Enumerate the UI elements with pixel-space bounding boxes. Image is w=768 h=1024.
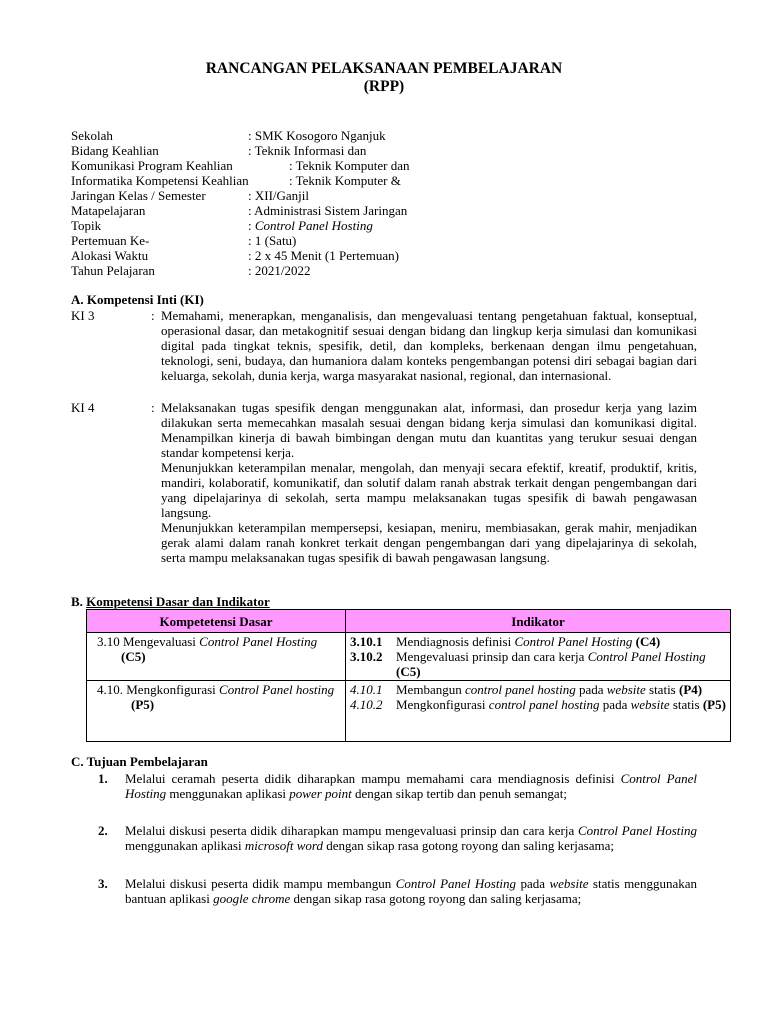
indikator-text-plain: statis bbox=[669, 697, 703, 712]
indikator-text-plain: Membangun bbox=[396, 682, 465, 697]
kd-cell bbox=[87, 681, 346, 742]
indikator-text bbox=[396, 634, 726, 649]
indikator-text-italic: website bbox=[606, 682, 646, 697]
kd-level: (C5) bbox=[121, 649, 146, 664]
indikator-item bbox=[350, 682, 726, 697]
kd-text-plain: Mengevaluasi bbox=[123, 634, 200, 649]
list-item bbox=[125, 876, 697, 906]
list-text-italic: Control Panel Hosting bbox=[125, 771, 698, 802]
identity-value-italic: Control Panel Hosting bbox=[254, 218, 373, 233]
ki4-label: KI 4 bbox=[71, 400, 95, 415]
kd-text bbox=[91, 634, 341, 664]
indikator-item bbox=[350, 649, 726, 679]
col-header-indikator: Indikator bbox=[346, 610, 731, 633]
identity-value: : Teknik Informasi dan bbox=[248, 143, 367, 158]
list-text-italic: power point bbox=[289, 786, 352, 802]
indikator-number: 3.10.1 bbox=[350, 634, 383, 649]
identity-label: Matapelajaran bbox=[71, 203, 146, 218]
identity-label: Topik bbox=[71, 218, 102, 233]
section-b-prefix: B. bbox=[71, 594, 83, 609]
indikator-level: (P4) bbox=[679, 682, 703, 697]
list-text-italic: Control Panel Hosting bbox=[395, 876, 517, 891]
indikator-number: 3.10.2 bbox=[350, 649, 383, 664]
indikator-text bbox=[396, 697, 726, 712]
kd-text-plain: Mengkonfigurasi bbox=[126, 682, 220, 697]
ki3-colon: : bbox=[151, 308, 155, 323]
list-text-italic: microsoft word bbox=[244, 838, 323, 854]
table-header-row bbox=[87, 610, 731, 633]
identity-value: : 1 (Satu) bbox=[248, 233, 297, 248]
ki4-text-3: Menunjukkan keterampilan mempersepsi, kesiapan, meniru, membiasakan, gerak mahir, menjadikan gerak alami dalam ranah konkret terkait dengan pengembangan dari yang dipelajarinya di sekolah, serta mampu melaksanakan tugas spesifik di bawah pengawasan langsung. bbox=[161, 520, 697, 566]
indikator-item bbox=[350, 697, 726, 712]
list-number: 3. bbox=[98, 876, 108, 891]
indikator-text-plain: statis bbox=[645, 682, 679, 697]
identity-label: Pertemuan Ke- bbox=[71, 233, 150, 248]
indikator-text-plain: Mengkonfigurasi bbox=[396, 697, 489, 712]
kd-text-italic: Control Panel Hosting bbox=[199, 634, 318, 649]
indikator-cell bbox=[346, 681, 731, 742]
indikator-level: (P5) bbox=[702, 697, 726, 712]
indikator-text-plain: Mendiagnosis definisi bbox=[396, 634, 515, 649]
identity-label: Jaringan Kelas / Semester bbox=[71, 188, 206, 203]
identity-value: : SMK Kosogoro Nganjuk bbox=[248, 128, 386, 143]
list-text: Melalui ceramah peserta didik diharapkan mampu memahami cara mendiagnosis definisi bbox=[125, 771, 621, 786]
list-text: statis menggunakan bantuan aplikasi bbox=[125, 876, 697, 907]
table-row bbox=[87, 681, 731, 742]
identity-value: : Administrasi Sistem Jaringan bbox=[248, 203, 408, 218]
col-header-kd: Kompetetensi Dasar bbox=[87, 610, 346, 633]
indikator-text-plain: pada bbox=[599, 697, 631, 712]
indikator-cell bbox=[346, 633, 731, 681]
list-number: 2. bbox=[98, 823, 108, 838]
ki3-label: KI 3 bbox=[71, 308, 95, 323]
identity-value: : 2021/2022 bbox=[248, 263, 311, 278]
doc-title-line2: (RPP) bbox=[363, 78, 405, 95]
list-text: Melalui diskusi peserta didik mampu membangun bbox=[125, 876, 396, 891]
table-row bbox=[87, 633, 731, 681]
list-text: menggunakan aplikasi bbox=[125, 838, 245, 854]
identity-label: Sekolah bbox=[71, 128, 113, 143]
indikator-number: 4.10.2 bbox=[350, 697, 383, 712]
section-c-heading: C. Tujuan Pembelajaran bbox=[71, 754, 208, 769]
kd-number: 3.10 bbox=[97, 634, 120, 649]
identity-colon: : bbox=[248, 218, 255, 233]
indikator-text-plain: pada bbox=[575, 682, 607, 697]
kd-text bbox=[91, 682, 341, 712]
indikator-text-italic: Control Panel Hosting bbox=[587, 649, 706, 664]
identity-value: : XII/Ganjil bbox=[248, 188, 310, 203]
list-text-italic: google chrome bbox=[213, 891, 291, 907]
section-b-heading bbox=[71, 594, 270, 610]
list-number: 1. bbox=[98, 771, 108, 786]
ki4-text-2: Menunjukkan keterampilan menalar, mengolah, dan menyaji secara efektif, kreatif, produktif, kritis, mandiri, kolaboratif, komunikatif, dan solutif dalam ranah abstrak terkait dengan pengembangan dari yang dipelajarinya di sekolah, serta mampu melaksanakan tugas spesifik di bawah pengawasan langsung. bbox=[161, 460, 697, 521]
identity-label: Tahun Pelajaran bbox=[71, 263, 155, 278]
list-text-italic: Control Panel Hosting bbox=[578, 823, 698, 838]
indikator-text bbox=[396, 682, 726, 697]
kd-cell bbox=[87, 633, 346, 681]
indikator-number: 4.10.1 bbox=[350, 682, 383, 697]
identity-label: Bidang Keahlian bbox=[71, 143, 159, 158]
identity-value: : Teknik Komputer & bbox=[289, 173, 401, 188]
list-text-italic: website bbox=[549, 876, 589, 891]
kd-text-italic: Control Panel hosting bbox=[219, 682, 335, 697]
list-item bbox=[125, 771, 697, 801]
indikator-item bbox=[350, 634, 726, 649]
identity-label: Informatika Kompetensi Keahlian bbox=[71, 173, 249, 188]
section-a-heading: A. Kompetensi Inti (KI) bbox=[71, 292, 204, 307]
list-text: dengan sikap tertib dan penuh semangat; bbox=[351, 786, 567, 802]
kd-number: 4.10. bbox=[97, 682, 123, 697]
indikator-text-italic: Control Panel Hosting bbox=[514, 634, 633, 649]
list-text: dengan sikap rasa gotong royong dan saling kerjasama; bbox=[323, 838, 614, 854]
doc-title-line1: RANCANGAN PELAKSANAAN PEMBELAJARAN bbox=[205, 60, 563, 77]
kd-level: (P5) bbox=[131, 697, 155, 712]
list-text: Melalui diskusi peserta didik diharapkan mampu mengevaluasi prinsip dan cara kerja bbox=[125, 823, 578, 838]
ki4-text-1: Melaksanakan tugas spesifik dengan menggunakan alat, informasi, dan prosedur kerja yang lazim dilakukan serta memecahkan masalah sesuai dengan bidang kerja simulasi dan komunikasi digital. Menampilkan kinerja di bawah bimbingan dengan mutu dan kuantitas yang terukur sesuai dengan standar kompetensi kerja. bbox=[161, 400, 697, 461]
indikator-text-italic: control panel hosting bbox=[488, 697, 600, 712]
list-item bbox=[125, 823, 697, 853]
identity-value: : Teknik Komputer dan bbox=[289, 158, 410, 173]
list-text: dengan sikap rasa gotong royong dan saling kerjasama; bbox=[290, 891, 582, 907]
identity-label: Komunikasi Program Keahlian bbox=[71, 158, 233, 173]
indikator-level: (C5) bbox=[396, 664, 421, 679]
identity-value bbox=[248, 218, 373, 233]
identity-label: Alokasi Waktu bbox=[71, 248, 149, 263]
ki4-colon: : bbox=[151, 400, 155, 415]
indikator-level: (C4) bbox=[635, 634, 661, 649]
list-text: pada bbox=[516, 876, 550, 891]
ki3-text: Memahami, menerapkan, menganalisis, dan mengevaluasi tentang pengetahuan faktual, konseptual, operasional dasar, dan metakognitif sesuai dengan bidang dan lingkup kerja simulasi dan komunikasi digital pada tingkat teknis, spesifik, detil, dan kompleks, berkenaan dengan ilmu pengetahuan, teknologi, seni, budaya, dan humaniora dalam konteks pengembangan potensi diri sebagai bagian dari keluarga, sekolah, dunia kerja, warga masyarakat nasional, regional, dan internasional. bbox=[161, 308, 697, 384]
identity-value: : 2 x 45 Menit (1 Pertemuan) bbox=[248, 248, 399, 263]
list-text: menggunakan aplikasi bbox=[166, 786, 290, 802]
indikator-text bbox=[396, 649, 726, 679]
indikator-text-italic: control panel hosting bbox=[464, 682, 576, 697]
indikator-text-italic: website bbox=[630, 697, 670, 712]
indikator-text-plain: Mengevaluasi prinsip dan cara kerja bbox=[396, 649, 588, 664]
section-b-title: Kompetensi Dasar dan Indikator bbox=[86, 594, 270, 609]
kd-indikator-table bbox=[86, 609, 731, 742]
